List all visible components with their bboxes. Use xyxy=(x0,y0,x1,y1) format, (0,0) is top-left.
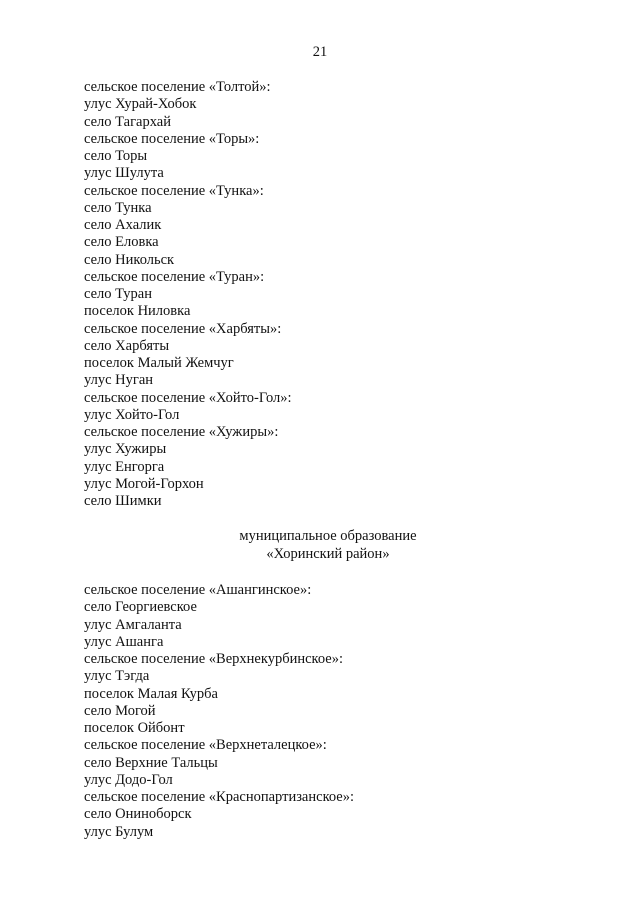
list-item: поселок Ниловка xyxy=(84,303,191,320)
list-item: сельское поселение «Торы»: xyxy=(84,130,260,147)
list-item: сельское поселение «Толтой»: xyxy=(84,79,271,95)
list-item: село Верхние Тальцы xyxy=(84,754,218,771)
list-item: село Могой xyxy=(84,702,156,719)
list-item: село Тагархай xyxy=(84,113,171,130)
settlement-list-tunkinsky xyxy=(84,79,292,510)
list-item: село Ахалик xyxy=(84,217,162,233)
page-number: 21 xyxy=(312,44,328,60)
list-item: сельское поселение «Хужиры»: xyxy=(84,424,279,440)
list-item: село Харбяты xyxy=(84,337,170,354)
list-item: улус Тэгда xyxy=(84,668,150,685)
list-item: поселок Ойбонт xyxy=(84,720,185,736)
list-item: поселок Малый Жемчуг xyxy=(84,355,234,371)
list-item: село Шимки xyxy=(84,493,162,509)
heading-line-1: муниципальное образование xyxy=(239,528,417,544)
section-heading xyxy=(0,528,640,563)
list-item: сельское поселение «Харбяты»: xyxy=(84,320,282,337)
list-item: сельское поселение «Хойто-Гол»: xyxy=(84,389,292,406)
list-item: улус Хурай-Хобок xyxy=(84,96,197,113)
list-item: сельское поселение «Туран»: xyxy=(84,268,265,285)
list-item: улус Нуган xyxy=(84,372,154,389)
list-item: сельское поселение «Верхнеталецкое»: xyxy=(84,737,327,754)
list-item: улус Додо-Гол xyxy=(84,771,173,788)
list-item: село Туран xyxy=(84,286,152,302)
list-item: сельское поселение «Краснопартизанское»: xyxy=(84,789,355,805)
list-item: сельское поселение «Ашангинское»: xyxy=(84,582,312,598)
list-item: сельское поселение «Верхнекурбинское»: xyxy=(84,651,343,667)
list-item: село Еловка xyxy=(84,234,159,251)
list-item: село Георгиевское xyxy=(84,599,197,616)
list-item: поселок Малая Курба xyxy=(84,685,218,702)
list-item: село Тунка xyxy=(84,199,152,216)
list-item: улус Булум xyxy=(84,823,154,840)
list-item: улус Амгаланта xyxy=(84,616,182,633)
list-item: улус Енгорга xyxy=(84,458,165,475)
list-item: село Ониноборск xyxy=(84,806,192,823)
heading-line-2: «Хоринский район» xyxy=(266,545,390,562)
list-item: село Никольск xyxy=(84,251,175,268)
list-item: улус Ашанга xyxy=(84,633,164,650)
settlement-list-khorinsky xyxy=(84,582,354,841)
list-item: улус Могой-Горхон xyxy=(84,475,204,492)
list-item: улус Шулута xyxy=(84,165,164,182)
list-item: улус Хужиры xyxy=(84,441,167,458)
list-item: улус Хойто-Гол xyxy=(84,406,180,423)
list-item: сельское поселение «Тунка»: xyxy=(84,182,264,199)
list-item: село Торы xyxy=(84,148,148,164)
